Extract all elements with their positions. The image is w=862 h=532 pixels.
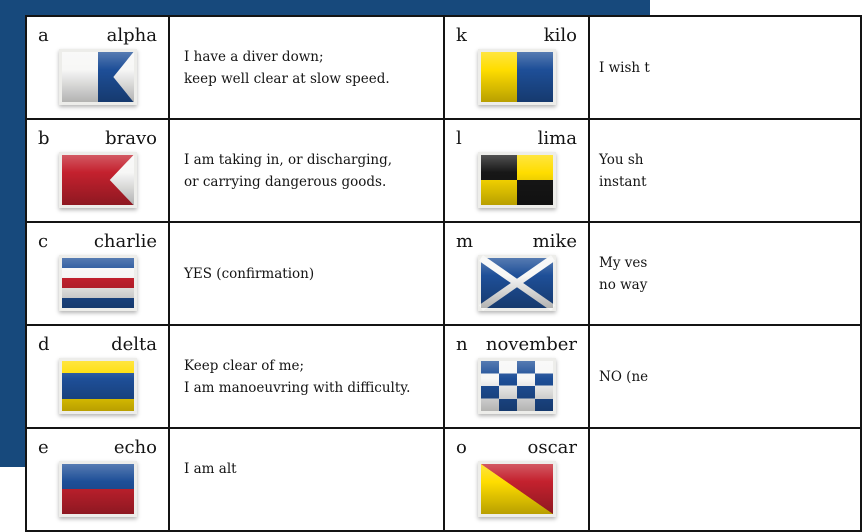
cell-echo <box>27 429 168 530</box>
kilo-flag-wrap <box>445 49 588 105</box>
meaning-line: or carrying dangerous goods. <box>184 173 387 190</box>
cell-bravo-meaning <box>170 120 443 221</box>
oscar-flag-wrap <box>445 461 588 517</box>
meaning-line: instant <box>599 173 647 190</box>
charlie-flag-wrap <box>27 255 168 311</box>
november-letter: n <box>456 334 468 355</box>
oscar-letter: o <box>456 437 467 458</box>
kilo-letter: k <box>456 25 467 46</box>
mike-name: mike <box>532 231 577 252</box>
cell-oscar-meaning <box>590 429 860 530</box>
cell-echo-meaning <box>170 429 443 530</box>
echo-flag-wrap <box>27 461 168 517</box>
lima-name: lima <box>537 128 577 149</box>
meaning-line: NO (ne <box>599 368 649 385</box>
cell-alpha <box>27 17 168 118</box>
cell-kilo-meaning <box>590 17 860 118</box>
cell-alpha-meaning <box>170 17 443 118</box>
cell-charlie <box>27 223 168 324</box>
cell-delta <box>27 326 168 427</box>
cell-november <box>445 326 588 427</box>
kilo-name: kilo <box>543 25 577 46</box>
meaning-line: Keep clear of me; <box>184 357 305 374</box>
meaning-line: You sh <box>599 151 644 168</box>
cell-bravo <box>27 120 168 221</box>
oscar-name: oscar <box>527 437 577 458</box>
echo-flag-icon <box>59 461 137 517</box>
delta-flag-wrap <box>27 358 168 414</box>
meaning-line: I have a diver down; <box>184 48 324 65</box>
mike-flag-icon <box>478 255 556 311</box>
bravo-header <box>27 120 168 150</box>
mike-letter: m <box>456 231 474 252</box>
meaning-line: YES (confirmation) <box>184 265 315 282</box>
november-flag-wrap <box>445 358 588 414</box>
cell-oscar <box>445 429 588 530</box>
november-header <box>445 326 588 356</box>
cell-november-meaning <box>590 326 860 427</box>
cell-charlie-meaning <box>170 223 443 324</box>
meaning-line: keep well clear at slow speed. <box>184 70 390 87</box>
lima-letter: l <box>456 128 462 149</box>
oscar-header <box>445 429 588 459</box>
lima-flag-wrap <box>445 152 588 208</box>
delta-letter: d <box>38 334 50 355</box>
delta-header <box>27 326 168 356</box>
echo-header <box>27 429 168 459</box>
kilo-header <box>445 17 588 47</box>
cell-lima <box>445 120 588 221</box>
echo-name: echo <box>113 437 157 458</box>
meaning-line: I am manoeuvring with difficulty. <box>184 379 411 396</box>
charlie-flag-icon <box>59 255 137 311</box>
alpha-letter: a <box>38 25 49 46</box>
cell-delta-meaning <box>170 326 443 427</box>
meaning-line: I am alt <box>184 460 237 477</box>
signal-flag-table <box>25 15 862 532</box>
cell-mike <box>445 223 588 324</box>
meaning-line: I wish t <box>599 59 650 76</box>
meaning-line: I am taking in, or discharging, <box>184 151 393 168</box>
delta-flag-icon <box>59 358 137 414</box>
oscar-flag-icon <box>478 461 556 517</box>
bravo-flag-icon <box>59 152 137 208</box>
alpha-name: alpha <box>106 25 157 46</box>
alpha-flag-icon <box>59 49 137 105</box>
alpha-header <box>27 17 168 47</box>
cell-mike-meaning <box>590 223 860 324</box>
lima-flag-icon <box>478 152 556 208</box>
meaning-line: no way <box>599 276 648 293</box>
cell-lima-meaning <box>590 120 860 221</box>
bravo-flag-wrap <box>27 152 168 208</box>
echo-letter: e <box>38 437 49 458</box>
lima-header <box>445 120 588 150</box>
meaning-line <box>184 480 443 502</box>
november-flag-icon <box>478 358 556 414</box>
charlie-letter: c <box>38 231 49 252</box>
alpha-flag-wrap <box>27 49 168 105</box>
delta-name: delta <box>111 334 157 355</box>
kilo-flag-icon <box>478 49 556 105</box>
meaning-line: My ves <box>599 254 648 271</box>
mike-header <box>445 223 588 253</box>
bravo-name: bravo <box>105 128 157 149</box>
november-name: november <box>485 334 577 355</box>
cell-kilo <box>445 17 588 118</box>
bravo-letter: b <box>38 128 50 149</box>
charlie-header <box>27 223 168 253</box>
mike-flag-wrap <box>445 255 588 311</box>
charlie-name: charlie <box>93 231 157 252</box>
